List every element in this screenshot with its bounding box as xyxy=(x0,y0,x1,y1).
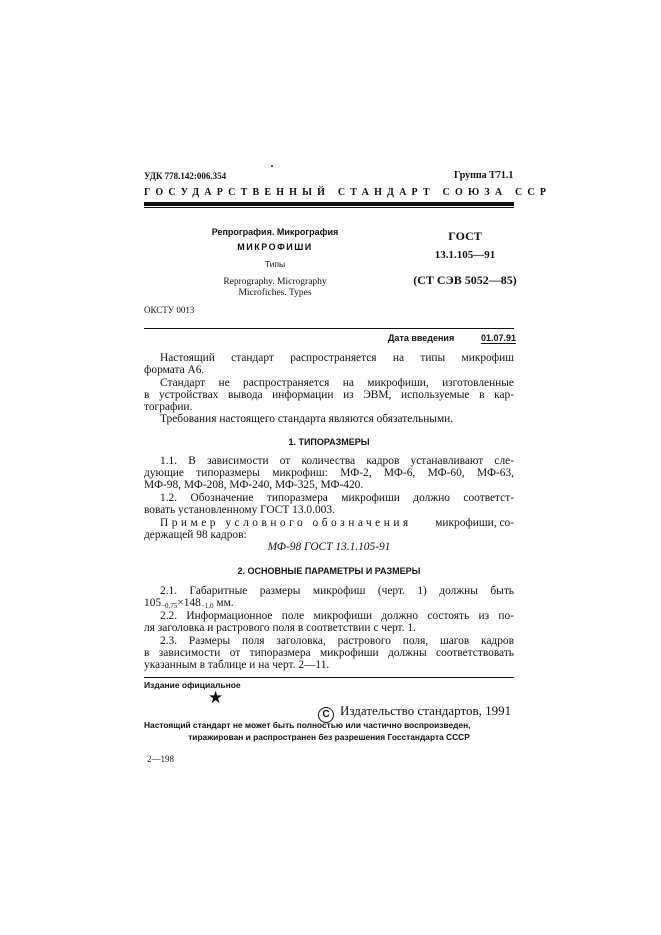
s2-p22-line2: ля заголовка и растрового поля в соответствии с черт. 1. xyxy=(144,622,416,634)
title-line-5: Microfiches. Types xyxy=(238,288,312,298)
s2-p23-line3: указанным в таблице и на черт. 2—11. xyxy=(144,659,330,671)
s1-example-line1 xyxy=(144,517,514,529)
okstu-rule xyxy=(144,328,514,329)
banner-rule-thin xyxy=(144,207,514,208)
date-value: 01.07.91 xyxy=(481,333,517,343)
s1-p11-line1: 1.1. В зависимости от количества кадров устанавливают сле- xyxy=(160,455,514,467)
date-label: Дата введения xyxy=(388,333,455,343)
official-edition: Издание официальное xyxy=(144,680,241,690)
intro-p2-line1: Стандарт не распространяется на микрофиши, изготовленные xyxy=(160,377,514,389)
dim-height-tolerance: −1,0 xyxy=(200,602,214,610)
reproduction-notice-line2: тиражирован и распространен без разрешения Госстандарта СССР xyxy=(188,732,470,742)
print-code: 2—198 xyxy=(147,754,174,764)
dim-height: ×148 xyxy=(177,597,201,609)
intro-p2-line2: в устройствах вывода информации из ЭВМ, используемые в кар- xyxy=(144,389,514,401)
s2-p21-line1: 2.1. Габаритные размеры микрофиш (черт. 1) должны быть xyxy=(160,585,514,597)
s1-example-line2: держащей 98 кадров: xyxy=(144,529,247,541)
scan-artifact xyxy=(271,165,273,167)
section2-heading: 2. ОСНОВНЫЕ ПАРАМЕТРЫ И РАЗМЕРЫ xyxy=(237,566,421,576)
s2-p23-line2: в зависимости от типоразмера микрофиши должны соответствовать xyxy=(144,647,514,659)
gost-label: ГОСТ xyxy=(448,229,482,243)
udk-code: УДК 778.142:006.354 xyxy=(144,171,227,181)
banner-rule-thick xyxy=(144,202,514,206)
s1-p11-line3: МФ-98, МФ-208, МФ-240, МФ-325, МФ-420. xyxy=(144,479,364,491)
standard-banner: ГОСУДАРСТВЕННЫЙ СТАНДАРТ СОЮЗА ССР xyxy=(144,187,552,198)
title-line-4: Reprography. Micrography xyxy=(223,277,327,287)
example-label-tail: микрофиши, со- xyxy=(435,517,514,529)
title-line-2: МИКРОФИШИ xyxy=(237,242,313,252)
s2-p23-line1: 2.3. Размеры поля заголовка, растрового поля, шагов кадров xyxy=(160,635,514,647)
example-label: Пример условного обозначения xyxy=(160,517,412,529)
s1-p12-line2: вовать установленному ГОСТ 13.0.003. xyxy=(144,504,335,516)
s1-p12-line1: 1.2. Обозначение типоразмера микрофиши должно соответст- xyxy=(160,492,514,504)
title-line-3: Типы xyxy=(264,259,286,269)
gost-number: 13.1.105—91 xyxy=(434,249,496,261)
intro-p1-line2: формата А6. xyxy=(144,364,205,376)
dim-width-tolerance: −0,75 xyxy=(161,602,178,610)
title-line-1: Репрография. Микрография xyxy=(211,227,339,237)
s2-p22-line1: 2.2. Информационное поле микрофиши должно состоять из по- xyxy=(160,610,514,622)
copyright-icon: C xyxy=(318,707,334,723)
copyright-text: Издательство стандартов, 1991 xyxy=(340,703,512,718)
okstu-code: ОКСТУ 0013 xyxy=(144,305,195,315)
intro-p1-line1: Настоящий стандарт распространяется на типы микрофиш xyxy=(160,352,514,364)
section1-heading: 1. ТИПОРАЗМЕРЫ xyxy=(288,437,370,447)
dim-unit: мм. xyxy=(213,597,234,609)
s1-example-designation: МФ-98 ГОСТ 13.1.105-91 xyxy=(267,541,391,553)
s1-p11-line2: дующие типоразмеры микрофиш: МФ-2, МФ-6, МФ-60, МФ-63, xyxy=(144,467,514,479)
sev-number: (СТ СЭВ 5052—85) xyxy=(413,273,517,287)
reproduction-notice-line1: Настоящий стандарт не может быть полностью или частично воспроизведен, xyxy=(144,720,471,730)
group-code: Группа Т71.1 xyxy=(454,170,514,181)
intro-p2-line3: тографии. xyxy=(144,401,193,413)
star-icon: ★ xyxy=(208,688,224,708)
footer-rule xyxy=(144,677,514,678)
dim-width: 105 xyxy=(144,597,162,609)
intro-p3-line1: Требования настоящего стандарта являются обязательными. xyxy=(160,413,454,425)
